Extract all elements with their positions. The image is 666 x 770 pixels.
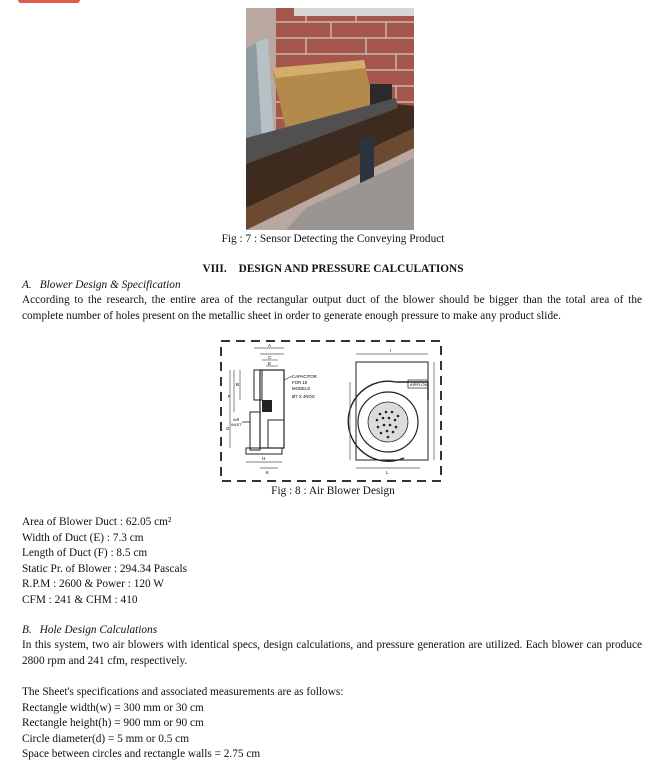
- dim-label-f: F: [228, 394, 231, 399]
- airflow-label: AIRFLOW: [410, 382, 429, 387]
- air-blower-drawing: [220, 340, 442, 486]
- dim-label-a: A: [268, 343, 272, 348]
- sheet-intro: The Sheet's specifications and associated measurements are as follows:: [22, 686, 344, 698]
- subsection-b-letter: B.: [22, 624, 32, 636]
- capacitor-label: CAPACITOR: [292, 374, 317, 379]
- journal-logo-fragment: [18, 0, 80, 3]
- figure-7-caption: Fig : 7 : Sensor Detecting the Conveying Product: [221, 233, 445, 245]
- dim-label-l: L: [386, 470, 389, 475]
- figure-8-caption: Fig : 8 : Air Blower Design: [271, 485, 395, 497]
- section-heading: [0, 262, 666, 278]
- blower-spec-item: CFM : 241 & CHM : 410: [22, 593, 138, 606]
- section-title: DESIGN AND PRESSURE CALCULATIONS: [238, 263, 464, 275]
- blower-spec-item: Area of Blower Duct : 62.05 cm²: [22, 516, 172, 528]
- dim-label-g: G: [226, 426, 230, 431]
- sheet-spec-list: [22, 685, 343, 763]
- sensor-photo-drawing: [246, 8, 414, 230]
- dim-label-k: K: [266, 470, 270, 475]
- models-label: MODELS: [292, 386, 311, 391]
- subsection-b-title: Hole Design Calculations: [39, 624, 158, 636]
- subsection-a-letter: A.: [22, 279, 32, 291]
- dim-label-b: B: [236, 382, 240, 387]
- sheet-spec-item: Rectangle height(h) = 900 mm or 90 cm: [22, 717, 204, 729]
- blower-spec-item: Width of Duct (E) : 7.3 cm: [22, 531, 144, 544]
- sheet-spec-item: Space between circles and rectangle walls = 2.75 cm: [22, 748, 261, 760]
- dim-label-e: E: [268, 361, 272, 366]
- sensor-photo: [246, 8, 414, 230]
- subsection-a-title: Blower Design & Specification: [39, 279, 181, 291]
- air-blower-diagram: [220, 340, 442, 486]
- dim-label-i: I: [390, 348, 392, 353]
- for-models-label: FOR 18: [292, 380, 308, 385]
- air-inlet-label-2: INLET: [231, 423, 242, 427]
- blower-spec-item: Length of Duct (F) : 8.5 cm: [22, 547, 148, 559]
- dim-label-c: C: [268, 355, 272, 360]
- blower-spec-list: [22, 515, 187, 608]
- subsection-b-paragraph: In this system, two air blowers with identical specs, design calculations, and pressure generation are utilized. Each blower can produce 2800 rpm and 241 cfm, respectively.: [22, 639, 642, 667]
- blower-spec-item: Static Pr. of Blower : 294.34 Pascals: [22, 562, 188, 575]
- blower-spec-item: R.P.M : 2600 & Power : 120 W: [22, 578, 164, 590]
- subsection-b-heading: [22, 623, 157, 639]
- subsection-a-paragraph: According to the research, the entire area of the rectangular output duct of the blower should be bigger than the total area of the complete number of holes present on the metallic sheet in order to generate enough pressure to make any product slide.: [22, 294, 642, 322]
- subsection-a-heading: [22, 278, 181, 294]
- section-number: VIII.: [202, 263, 227, 275]
- sheet-spec-item: Circle diameter(d) = 5 mm or 0.5 cm: [22, 732, 189, 745]
- sheet-spec-item: Rectangle width(w) = 300 mm or 30 cm: [22, 701, 204, 714]
- dim-label-h: H: [262, 456, 266, 461]
- air-inlet-label-1: AIR: [233, 418, 240, 422]
- holes-label: Ø7 X 4NOS: [292, 394, 315, 399]
